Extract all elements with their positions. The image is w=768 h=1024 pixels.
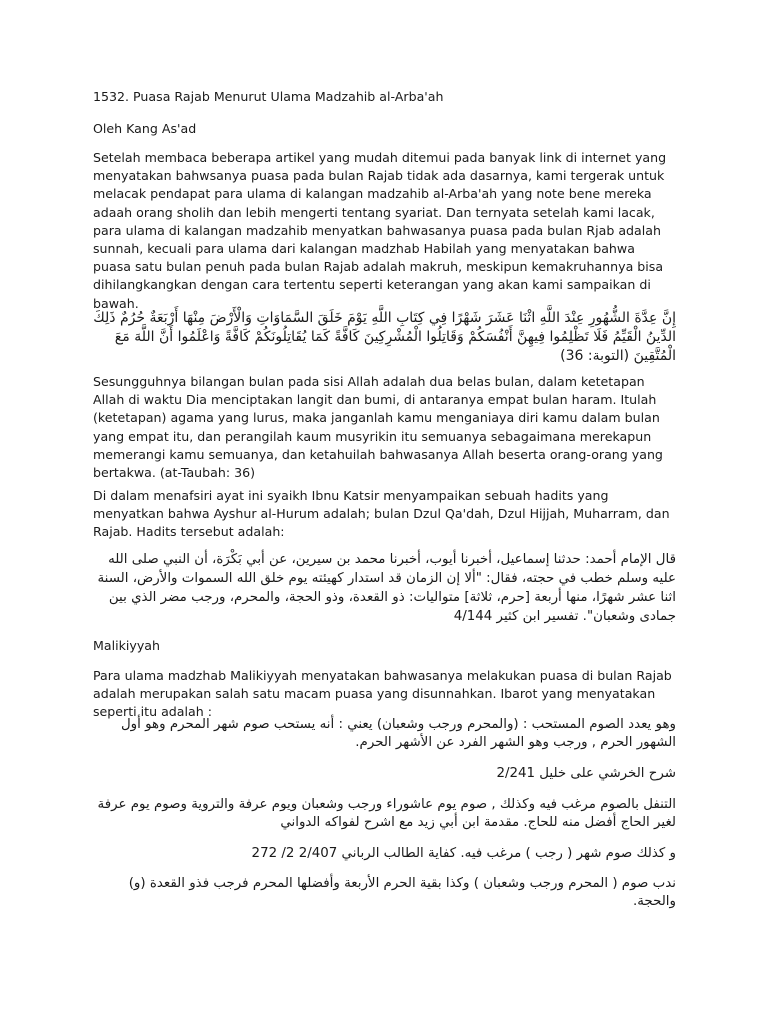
section-heading-malikiyyah: Malikiyyah <box>93 638 160 653</box>
tafsir-paragraph: Di dalam menafsiri ayat ini syaikh Ibnu Katsir menyampaikan sebuah hadits yang menyatkan bahwa Ayshur al-Hurum adalah; bulan Dzul Qa'dah, Dzul Hijjah, Muharram, dan Rajab. Hadits tersebut adalah: <box>93 488 670 540</box>
intro-paragraph: Setelah membaca beberapa artikel yang mudah ditemui pada banyak link di internet yang menyatakan bahwsanya puasa pada bulan Rajab tidak ada dasarnya, kami tergerak untuk melacak pendapat para ulama di kalangan madzahib al-Arba'ah yang note bene mereka adaah orang sholih dan lebih mengerti tentang syariat. Dan ternyata setelah kami lacak, para ulama di kalangan madzahib menyatkan bahwasanya puasa pada bulan Rjab adalah sunnah, kecuali para ulama dari kalangan madzhab Habilah yang menyatakan bahwa puasa satu bulan penuh pada bulan Rajab adalah makruh, meskipun kemakruhannya bisa dihilangkangkan dengan cara tertentu seperti keterangan yang akan kami sampaikan di bawah. <box>93 150 667 311</box>
quran-verse: إِنَّ عِدَّةَ الشُّهُورِ عِنْدَ اللَّهِ اثْنَا عَشَرَ شَهْرًا فِي كِتَابِ اللَّهِ يَوْمَ خَلَقَ السَّمَاوَاتِ وَالْأَرْضَ مِنْهَا أَرْبَعَةٌ حُرُمٌ ذَلِكَ الدِّينُ الْقَيِّمُ فَلَا تَظْلِمُوا فِيهِنَّ أَنْفُسَكُمْ وَقَاتِلُوا الْمُشْرِكِينَ كَافَّةً كَمَا يُقَاتِلُونَكُمْ كَافَّةً وَاعْلَمُوا أَنَّ اللَّهَ مَعَ الْمُتَّقِينَ (التوبة: 36) <box>93 310 676 364</box>
hadith-text: قال الإمام أحمد: حدثنا إسماعيل، أخبرنا أيوب، أخبرنا محمد بن سيرين، عن أبي بَكْرَة، أن النبي صلى الله عليه وسلم خطب في حجته، فقال: "ألا إن الزمان قد استدار كهيئته يوم خلق الله السموات والأرض، السنة اثنا عشر شهرًا، منها أربعة [حرم، ثلاثة] متواليات: ذو القعدة، وذو الحجة، والمحرم، ورجب مضر الذي بين جمادى وشعبان". تفسير ابن كثير 4/144 <box>97 552 676 624</box>
ibarot-quote-1: وهو يعدد الصوم المستحب : (والمحرم ورجب وشعبان) يعني : أنه يستحب صوم شهر المحرم وهو أول الشهور الحرم , ورجب وهو الشهر الفرد عن الأشهر الحرم. <box>120 717 676 750</box>
ibarot-quote-3: و كذلك صوم شهر ( رجب ) مرغب فيه. كفاية الطالب الرباني 2/407 2/ 272 <box>251 846 676 861</box>
author-line: Oleh Kang As'ad <box>93 121 197 136</box>
malikiyyah-paragraph: Para ulama madzhab Malikiyyah menyatakan bahwasanya melakukan puasa di bulan Rajab adalah merupakan salah satu macam puasa yang disunnahkan. Ibarot yang menyatakan seperti itu adalah : <box>93 668 672 720</box>
verse-translation-paragraph: Sesungguhnya bilangan bulan pada sisi Allah adalah dua belas bulan, dalam ketetapan Allah di waktu Dia menciptakan langit dan bumi, di antaranya empat bulan haram. Itulah (ketetapan) agama yang lurus, maka janganlah kamu menganiaya diri kamu dalam bulan yang empat itu, dan perangilah kaum musyrikin itu semuanya sebagaimana merekapun memerangi kamu semuanya, dan ketahuilah bahwasanya Allah beserta orang-orang yang bertakwa. (at-Taubah: 36) <box>93 374 663 481</box>
ibarot-quote-4: ندب صوم ( المحرم ورجب وشعبان ) وكذا بقية الحرم الأربعة وأفضلها المحرم فرجب فذو القعدة (و) والحجة. <box>128 876 676 909</box>
ibarot-source-1: شرح الخرشي على خليل 2/241 <box>496 766 676 781</box>
ibarot-quote-2: التنفل بالصوم مرغب فيه وكذلك , صوم يوم عاشوراء ورجب وشعبان ويوم عرفة والتروية وصوم يوم عرفة لغير الحاج أفضل منه للحاج. مقدمة ابن أبي زيد مع اشرح لفواكه الدواني <box>97 797 676 830</box>
document-title: 1532. Puasa Rajab Menurut Ulama Madzahib al-Arba'ah <box>93 89 444 104</box>
